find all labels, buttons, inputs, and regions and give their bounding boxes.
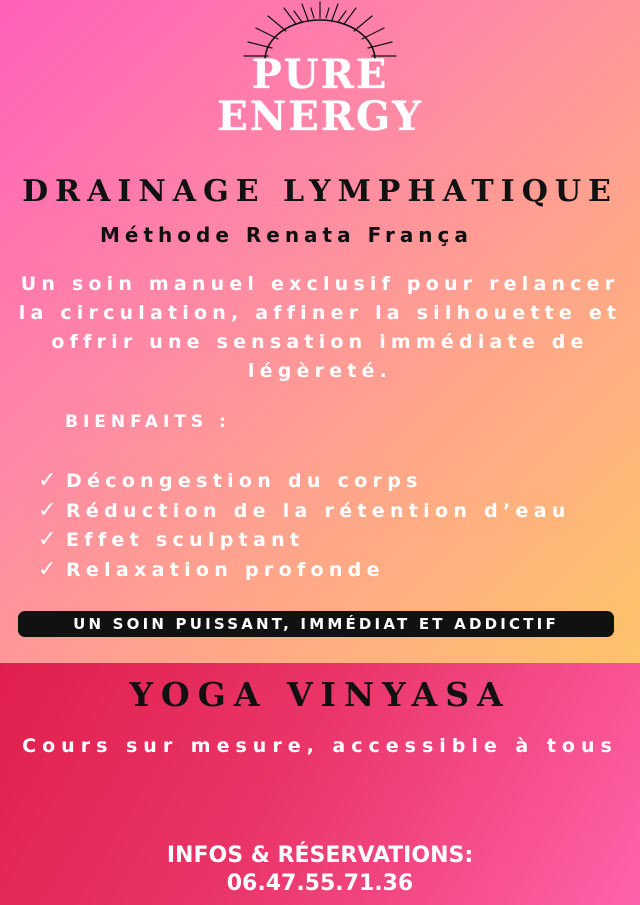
benefit-item [38,498,571,523]
tagline-banner: UN SOIN PUISSANT, IMMÉDIAT ET ADDICTIF [18,611,614,637]
benefit-label: Réduction de la rétention d’eau [66,500,571,522]
benefit-item [38,557,385,582]
yoga-title: YOGA VINYASA [129,675,511,714]
benefit-item [38,527,304,552]
brand-name-line-1: PURE [251,51,389,98]
check-icon: ✓ [38,557,57,582]
brand-logo [210,0,430,160]
brand-name-line-2: ENERGY [217,93,423,140]
yoga-subtitle: Cours sur mesure, accessible à tous [22,735,618,757]
check-icon: ✓ [38,468,57,493]
benefits-heading: BIENFAITS : [65,412,231,432]
benefit-label: Décongestion du corps [66,470,423,492]
benefit-label: Effet sculptant [66,529,305,551]
benefit-item [38,468,423,493]
benefit-label: Relaxation profonde [66,559,385,581]
contact-label: INFOS & RÉSERVATIONS: [166,843,474,868]
drainage-title: DRAINAGE LYMPHATIQUE [22,174,618,209]
check-icon: ✓ [38,527,57,552]
contact-block [0,842,640,898]
drainage-subtitle: Méthode Renata França [100,223,473,247]
phone-number: 06.47.55.71.36 [226,871,414,896]
brand-name [210,51,430,140]
drainage-intro: Un soin manuel exclusif pour relancer la circulation, affiner la silhouette et offrir une sensation immédiate de légèreté. [18,273,622,382]
check-icon: ✓ [38,498,57,523]
